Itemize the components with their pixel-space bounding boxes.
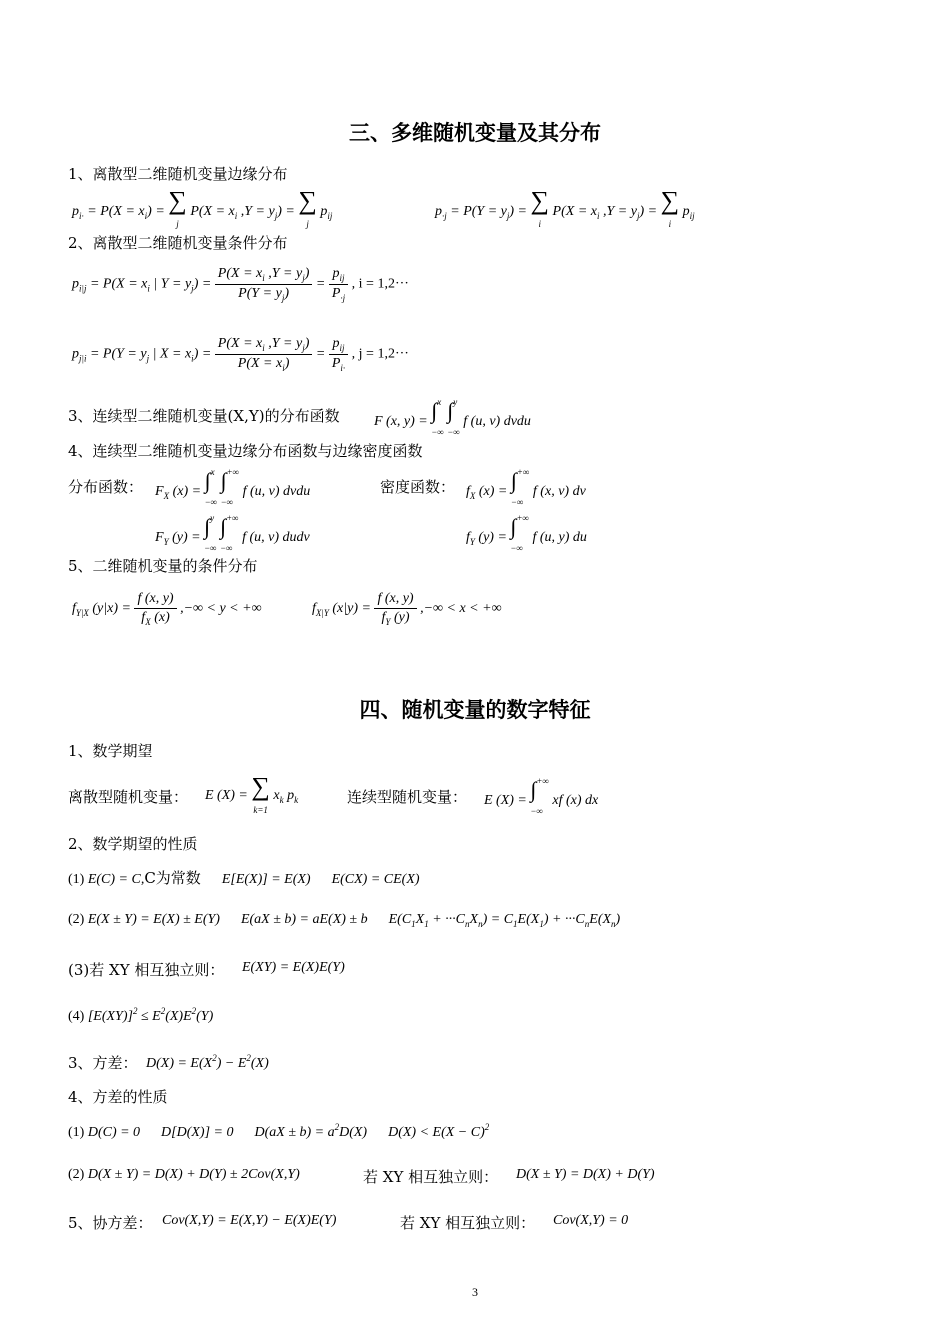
formula-expectation-property-4: (4) $[E(XY)]^2 \le E^2(X)E^2(Y)$ xyxy=(68,1006,214,1024)
constant-note: C为常数 xyxy=(144,869,201,887)
label-density-function: 密度函数： xyxy=(380,478,456,496)
label-variance-independent: 若 XY 相互独立则： xyxy=(363,1168,499,1186)
label-continuous-rv: 连续型随机变量： xyxy=(347,788,468,806)
label-property-3: (3)若 XY 相互独立则： xyxy=(68,961,225,979)
formula-joint-cdf: F (x, y) = ∫$^x$ −∞ ∫$^y$ −∞ f (u, v) dvdu xyxy=(374,397,531,437)
formula-marginal-pdf-x: $f_X$ (x) = ∫+∞ −∞ f (x, v) dv xyxy=(466,467,586,507)
item-4-3: 3、方差： xyxy=(68,1054,138,1072)
formula-variance-property-2: (2) D(X ± Y) = D(X) + D(Y) ± 2Cov(X,Y) xyxy=(68,1167,300,1182)
formula-conditional-density-y-given-x: $f_{X|Y}$ (x|y) = $\frac{f (x, y)}{f_Y (y)}$ ,−∞ < x < +∞ xyxy=(312,591,502,627)
formula-variance-property-1: (1) D(C) = 0 D[D(X)] = 0 $D(aX \pm b) = a^2D(X)$ $D(X) < E(X - C)^2$ xyxy=(68,1122,490,1140)
formula-covariance: Cov(X,Y) = E(X,Y) − E(X)E(Y) xyxy=(162,1213,337,1228)
formula-expectation-property-1: (1) E(C) = C,C为常数 E[E(X)] = E(X) E(CX) = CE(X) xyxy=(68,869,420,887)
formula-marginal-pi: $p_{i\cdot} = P(X = x_i)$ = ∑ j $P(X = x_i$ $,Y = y_j$) = ∑ j $p_{ij}$ xyxy=(72,186,333,229)
item-3-5: 5、二维随机变量的条件分布 xyxy=(68,557,258,575)
label-covariance-independent: 若 XY 相互独立则： xyxy=(400,1214,536,1232)
formula-expectation-continuous: E (X) = ∫+∞ −∞ xf (x) dx xyxy=(484,776,599,816)
item-3-1: 1、离散型二维随机变量边缘分布 xyxy=(68,165,288,183)
page-number: 3 xyxy=(472,1285,478,1299)
formula-conditional-i-given-j: $p_{i|j} = P(X = x_i$ | $Y = y_j$) = $\frac{P(X = x_i ,Y = y_j)}{P(Y = y_j)}$ = $\frac{p_{ij}}{P_{\cdot j}}$ , i = 1,2··· xyxy=(72,266,409,303)
formula-covariance-independent: Cov(X,Y) = 0 xyxy=(553,1213,629,1228)
formula-marginal-pj: $p_{\cdot j} = P(Y = y_j)$ = ∑ i $P(X = x_i$ $,Y = y_j$) = ∑ i $p_{ij}$ xyxy=(435,186,695,229)
label-discrete-rv: 离散型随机变量： xyxy=(68,788,189,806)
item-3-3: 3、连续型二维随机变量(X,Y)的分布函数 xyxy=(68,407,340,425)
formula-conditional-density-x-given-y: $f_{Y|X}$ (y|x) = $\frac{f (x, y)}{f_X (x)}$ ,−∞ < y < +∞ xyxy=(72,591,262,627)
label-distribution-function: 分布函数： xyxy=(68,478,144,496)
formula-conditional-j-given-i: $p_{j|i} = P(Y = y_j$ | $X = x_i$) = $\frac{P(X = x_i ,Y = y_j)}{P(X = x_i)}$ = $\frac{p_{ij}}{P_{i\cdot}}$ , j = 1,2··· xyxy=(72,336,409,373)
formula-marginal-cdf-x: $F_X$ (x) = ∫$^x$ −∞ ∫+∞ −∞ f (u, v) dvdu xyxy=(155,467,311,507)
formula-expectation-property-3: E(XY) = E(X)E(Y) xyxy=(242,960,345,975)
formula-expectation-property-2: (2) E(X ± Y) = E(X) ± E(Y) E(aX ± b) = aE(X) ± b $E(C_1X_1 + \cdot\cdot\cdot C_nX_n) = C_1E(X_1) + \cdot\cdot\cdot C_nE(X_n)$ xyxy=(68,912,621,929)
formula-variance: $D(X) = E(X^2) - E^2(X)$ xyxy=(146,1053,269,1071)
section-title-4: 四、随机变量的数字特征 xyxy=(359,698,591,722)
item-4-4: 4、方差的性质 xyxy=(68,1088,168,1106)
formula-marginal-cdf-y: $F_Y$ (y) = ∫$^y$ −∞ ∫+∞ −∞ f (u, v) dudv xyxy=(155,513,310,553)
item-4-2: 2、数学期望的性质 xyxy=(68,835,198,853)
formula-variance-independent: D(X ± Y) = D(X) + D(Y) xyxy=(516,1167,655,1182)
item-3-2: 2、离散型二维随机变量条件分布 xyxy=(68,234,288,252)
item-3-4: 4、连续型二维随机变量边缘分布函数与边缘密度函数 xyxy=(68,442,423,460)
item-4-1: 1、数学期望 xyxy=(68,742,153,760)
formula-expectation-discrete: E (X) = ∑ k=1 $x_k$ $p_k$ xyxy=(205,772,299,815)
section-title-3: 三、多维随机变量及其分布 xyxy=(349,121,601,145)
formula-marginal-pdf-y: $f_Y$ (y) = ∫+∞ −∞ f (u, y) du xyxy=(466,513,587,553)
item-4-5: 5、协方差： xyxy=(68,1214,153,1232)
